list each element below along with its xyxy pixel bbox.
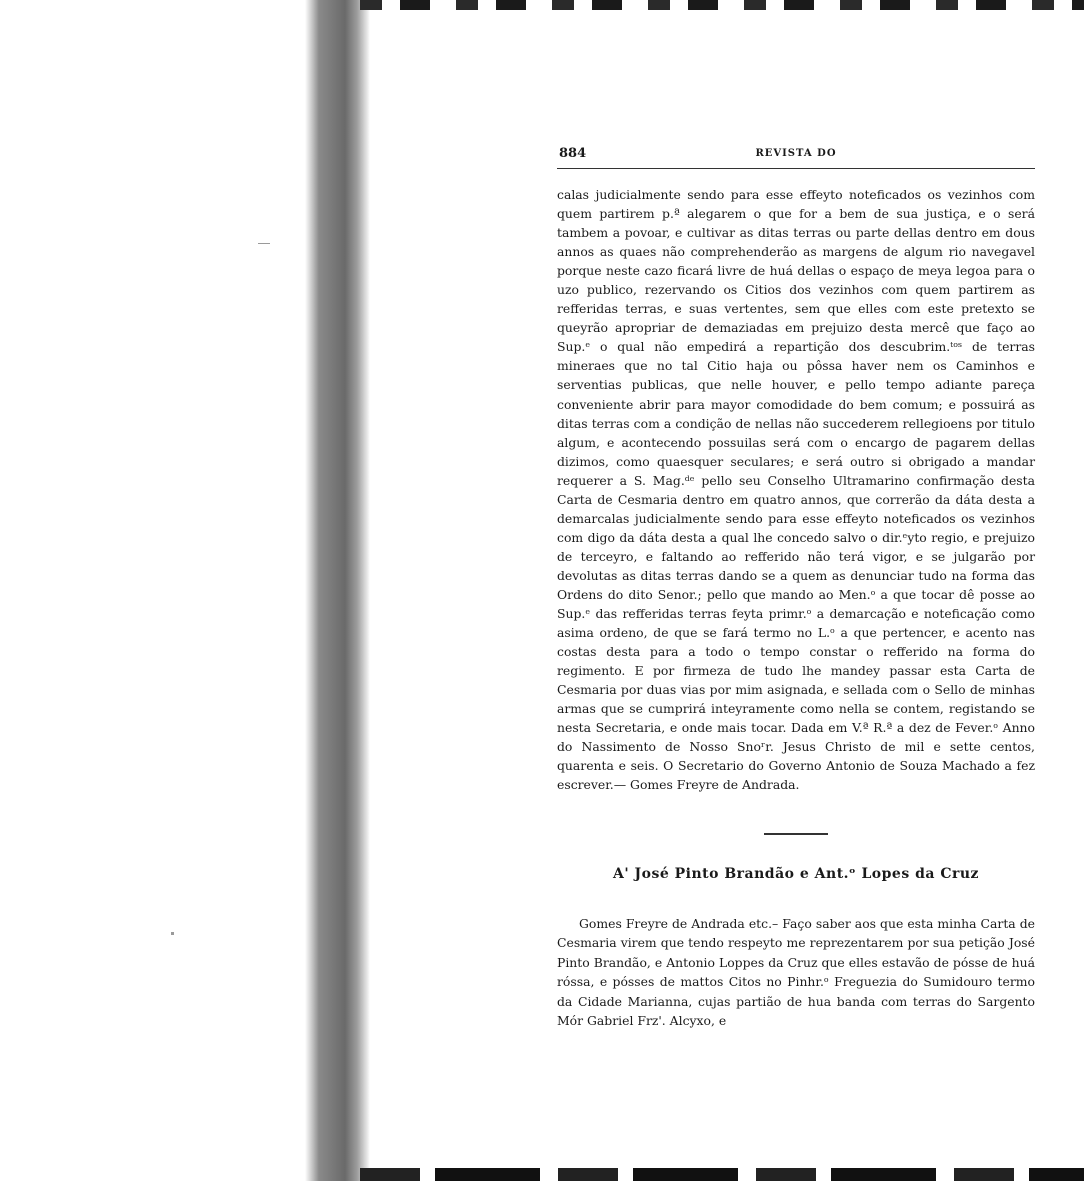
page-header (557, 140, 1035, 169)
page-number: 884 (559, 146, 587, 161)
scan-bottom-edge (360, 1168, 1084, 1181)
body-paragraph-1: calas judicialmente sendo para esse effeyto noteficados os vezinhos com quem partirem p.ª alegarem o que for a bem de sua justiça, e o será tambem a povoar, e cultivar as ditas terras ou parte dellas dentro em dous annos as quaes não comprehenderão as margens de algum rio navegavel porque neste cazo ficará livre de huá dellas o espaço de meya legoa para o uzo publico, rezervando os Citios dos vezinhos com quem partirem as refferidas terras, e suas vertentes, sem que elles com este pretexto se queyrão apropriar de demaziadas em prejuizo desta mercê que faço ao Sup.ᵉ o qual não empedirá a repartição dos descubrim.ᵗᵒˢ de terras mineraes que no tal Citio haja ou pôssa haver nem os Caminhos e serventias publicas, que nelle houver, e pello tempo adiante pareça conveniente abrir para mayor comodidade do bem comum; e possuirá as ditas terras com a condição de nellas não succederem rellegioens por titulo algum, e acontecendo possuilas será com o encargo de pagarem dellas dizimos, como quaesquer seculares; e será outro si obrigado a mandar requerer a S. Mag.ᵈᵉ pello seu Conselho Ultramarino confirmação desta Carta de Cesmaria dentro em quatro annos, que correrão da dáta desta a demarcalas judicialmente sendo para esse effeyto noteficados os vezinhos com digo da dáta desta a qual lhe concedo salvo o dir.ᵉyto regio, e prejuizo de terceyro, e faltando ao refferido não terá vigor, e se julgarão por devolutas as ditas terras dando se a quem as denunciar tudo na forma das Ordens do dito Senor.; pello que mando ao Men.ᵒ a que tocar dê posse ao Sup.ᵉ das refferidas terras feyta primr.ᵒ a demarcação e noteficação como asima ordeno, de que se fará termo no L.ᵒ a que pertencer, e acento nas costas desta para a todo o tempo constar o refferido na forma do regimento. E por firmeza de tudo lhe mandey passar esta Carta de Cesmaria por duas vias por mim asignada, e sellada com o Sello de minhas armas que se cumprirá inteyramente como nella se contem, registando se nesta Secretaria, e onde mais tocar. Dada em V.ª R.ª a dez de Fever.ᵒ Anno do Nassimento de Nosso Snoʳr. Jesus Christo de mil e sette centos, quarenta e seis. O Secretario do Governo Antonio de Souza Machado a fez escrever.— Gomes Freyre de Andrada. (557, 187, 1035, 793)
book-gutter-shadow (305, 0, 370, 1181)
scan-top-edge (360, 0, 1084, 10)
book-page (557, 140, 1035, 1043)
section-title: A' José Pinto Brandão e Ant.ᵒ Lopes da Cruz (613, 865, 979, 882)
section-divider (764, 833, 828, 835)
running-head: REVISTA DO (755, 148, 837, 159)
body-paragraph-2: Gomes Freyre de Andrada etc.– Faço saber aos que esta minha Carta de Cesmaria virem que tendo respeyto me reprezentarem por sua petição José Pinto Brandão, e Antonio Loppes da Cruz que elles estavão de pósse de huá róssa, e pósses de mattos Citos no Pinhr.ᵒ Freguezia do Sumidouro termo da Cidade Marianna, cujas partião de hua banda com terras do Sargento Mór Gabriel Frz'. Alcyxo, e (557, 915, 1035, 1028)
scan-speck (171, 932, 174, 935)
scan-speck (258, 243, 270, 244)
